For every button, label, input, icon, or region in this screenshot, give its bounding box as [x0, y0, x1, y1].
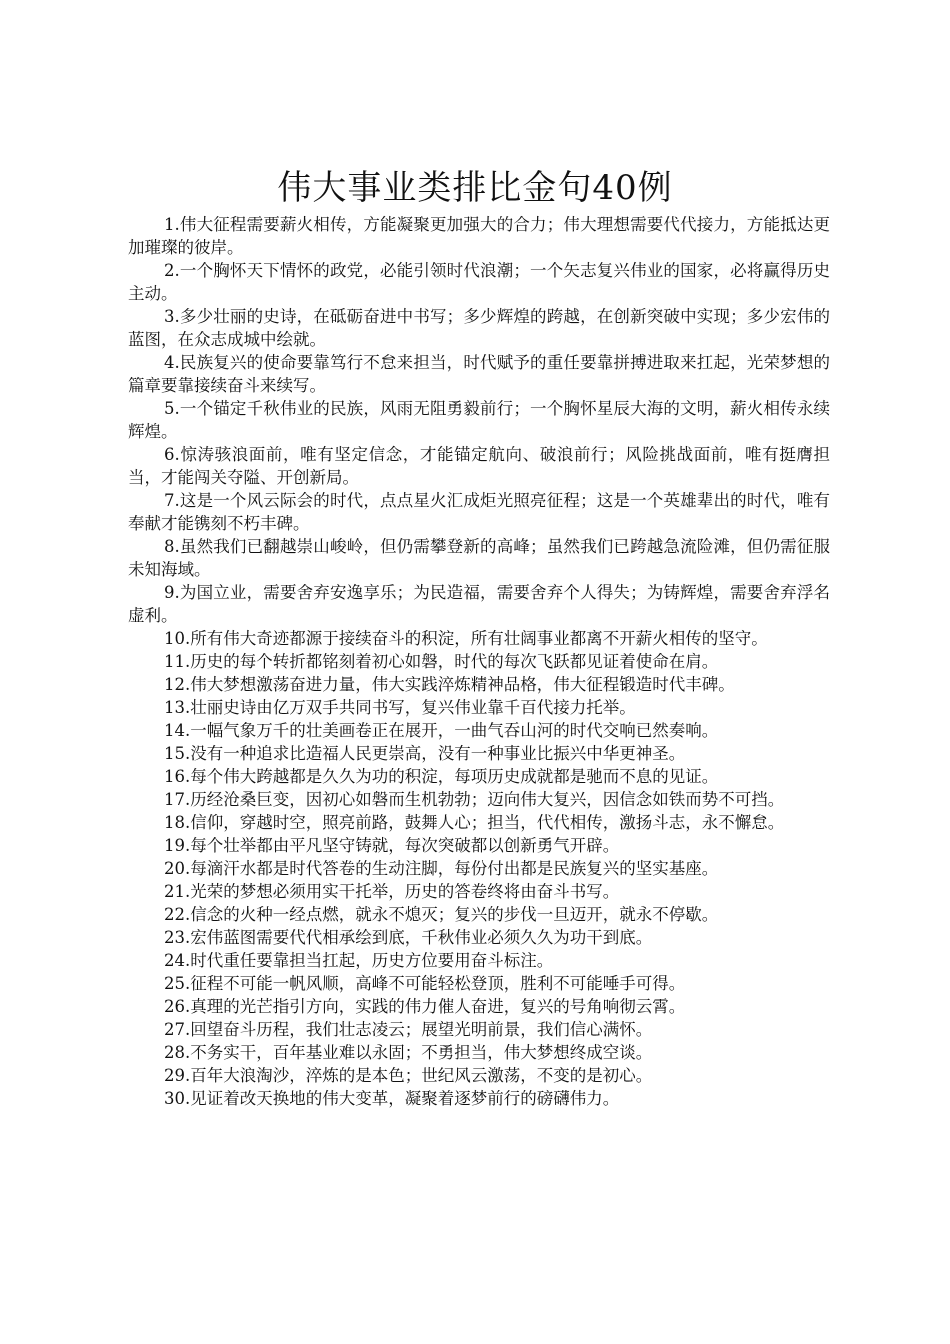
list-item: 19.每个壮举都由平凡坚守铸就，每次突破都以创新勇气开辟。 — [164, 836, 620, 855]
list-item: 13.壮丽史诗由亿万双手共同书写，复兴伟业靠千百代接力托举。 — [164, 698, 636, 717]
list-item: 18.信仰，穿越时空，照亮前路，鼓舞人心；担当，代代相传，激扬斗志，永不懈怠。 — [164, 813, 785, 832]
document-body — [128, 213, 830, 1110]
list-item: 28.不务实干，百年基业难以永固；不勇担当，伟大梦想终成空谈。 — [164, 1043, 653, 1062]
list-item: 7.这是一个风云际会的时代，点点星火汇成炬光照亮征程；这是一个英雄辈出的时代，唯有奉献才能镌刻不朽丰碑。 — [128, 491, 830, 533]
list-item: 5.一个锚定千秋伟业的民族，风雨无阻勇毅前行；一个胸怀星辰大海的文明，薪火相传永续辉煌。 — [128, 399, 830, 441]
list-item: 15.没有一种追求比造福人民更崇高，没有一种事业比振兴中华更神圣。 — [164, 744, 686, 763]
list-item: 6.惊涛骇浪面前，唯有坚定信念，才能锚定航向、破浪前行；风险挑战面前，唯有挺膺担当，才能闯关夺隘、开创新局。 — [128, 445, 830, 487]
list-item: 16.每个伟大跨越都是久久为功的积淀，每项历史成就都是驰而不息的见证。 — [164, 767, 719, 786]
list-item: 22.信念的火种一经点燃，就永不熄灭；复兴的步伐一旦迈开，就永不停歇。 — [164, 905, 719, 924]
list-item: 9.为国立业，需要舍弃安逸享乐；为民造福，需要舍弃个人得失；为铸辉煌，需要舍弃浮名虚利。 — [128, 583, 830, 625]
list-item: 24.时代重任要靠担当扛起，历史方位要用奋斗标注。 — [164, 951, 554, 970]
list-item: 25.征程不可能一帆风顺，高峰不可能轻松登顶，胜利不可能唾手可得。 — [164, 974, 686, 993]
list-item: 26.真理的光芒指引方向，实践的伟力催人奋进，复兴的号角响彻云霄。 — [164, 997, 686, 1016]
list-item: 4.民族复兴的使命要靠笃行不怠来担当，时代赋予的重任要靠拼搏进取来扛起，光荣梦想的篇章要靠接续奋斗来续写。 — [128, 353, 830, 395]
list-item: 2.一个胸怀天下情怀的政党，必能引领时代浪潮；一个矢志复兴伟业的国家，必将赢得历史主动。 — [128, 261, 830, 303]
list-item: 21.光荣的梦想必须用实干托举，历史的答卷终将由奋斗书写。 — [164, 882, 620, 901]
list-item: 27.回望奋斗历程，我们壮志凌云；展望光明前景，我们信心满怀。 — [164, 1020, 653, 1039]
list-item: 29.百年大浪淘沙，淬炼的是本色；世纪风云激荡，不变的是初心。 — [164, 1066, 653, 1085]
list-item: 1.伟大征程需要薪火相传，方能凝聚更加强大的合力；伟大理想需要代代接力，方能抵达更加璀璨的彼岸。 — [128, 215, 830, 257]
list-item: 12.伟大梦想激荡奋进力量，伟大实践淬炼精神品格，伟大征程锻造时代丰碑。 — [164, 675, 735, 694]
list-item: 17.历经沧桑巨变，因初心如磐而生机勃勃；迈向伟大复兴，因信念如铁而势不可挡。 — [164, 790, 785, 809]
list-item: 8.虽然我们已翻越崇山峻岭，但仍需攀登新的高峰；虽然我们已跨越急流险滩，但仍需征服未知海域。 — [128, 537, 830, 579]
list-item: 23.宏伟蓝图需要代代相承绘到底，千秋伟业必须久久为功干到底。 — [164, 928, 653, 947]
list-item: 3.多少壮丽的史诗，在砥砺奋进中书写；多少辉煌的跨越，在创新突破中实现；多少宏伟的蓝图，在众志成城中绘就。 — [128, 307, 830, 349]
list-item: 11.历史的每个转折都铭刻着初心如磐，时代的每次飞跃都见证着使命在肩。 — [164, 652, 719, 671]
list-item: 14.一幅气象万千的壮美画卷正在展开，一曲气吞山河的时代交响已然奏响。 — [164, 721, 719, 740]
list-item: 10.所有伟大奇迹都源于接续奋斗的积淀，所有壮阔事业都离不开薪火相传的坚守。 — [164, 629, 768, 648]
list-item: 30.见证着改天换地的伟大变革，凝聚着逐梦前行的磅礴伟力。 — [164, 1089, 620, 1108]
document-title: 伟大事业类排比金句40例 — [277, 168, 673, 208]
list-item: 20.每滴汗水都是时代答卷的生动注脚，每份付出都是民族复兴的坚实基座。 — [164, 859, 719, 878]
